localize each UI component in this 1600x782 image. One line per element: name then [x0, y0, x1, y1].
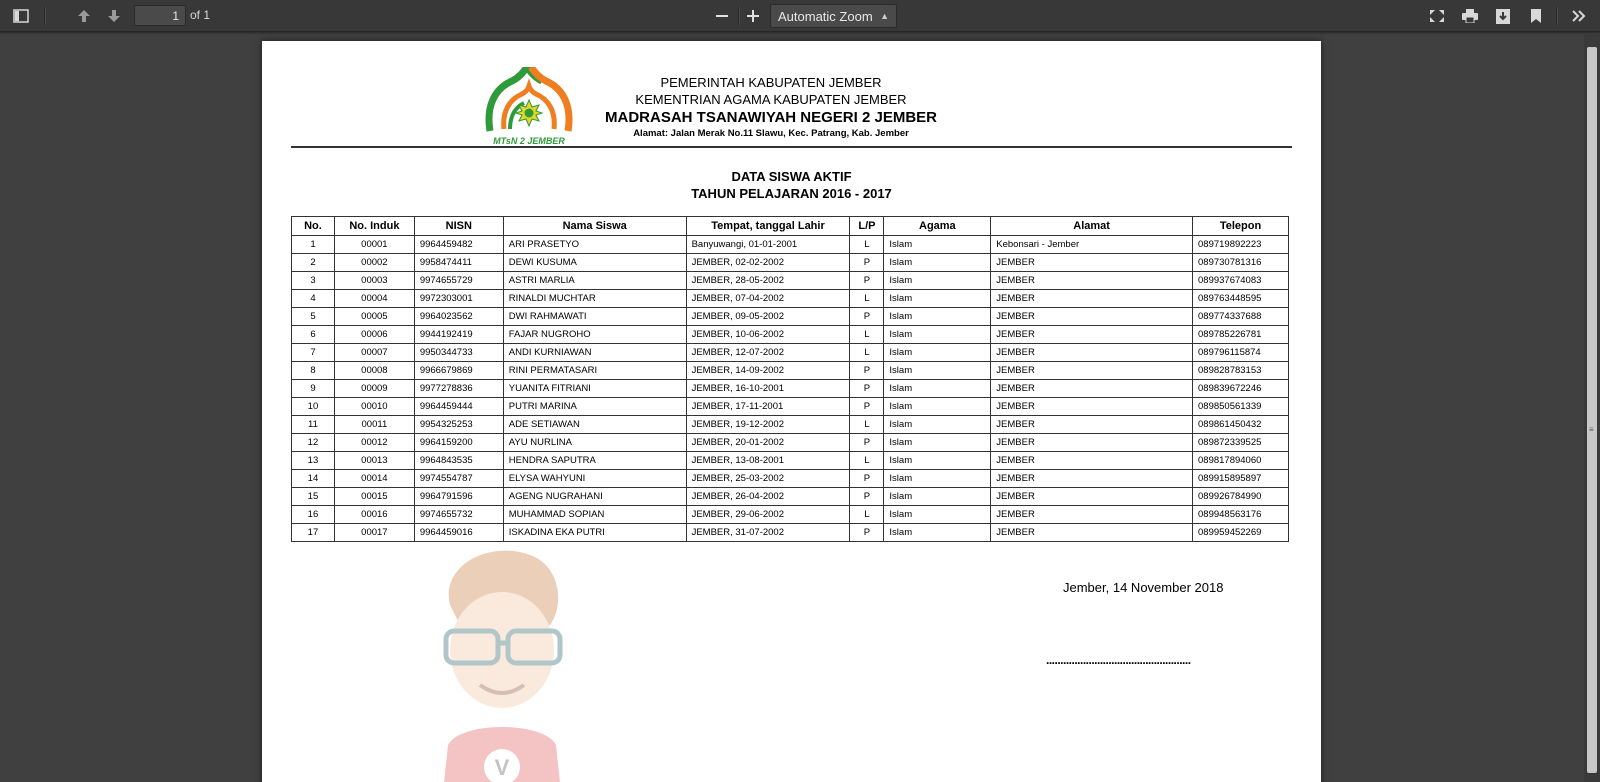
table-row	[292, 416, 1289, 434]
column-header: Alamat	[991, 217, 1193, 236]
table-cell: JEMBER, 14-09-2002	[686, 362, 850, 380]
table-cell: 9944192419	[414, 326, 503, 344]
scrollbar-grip-icon: ≡	[1589, 425, 1594, 434]
table-cell: JEMBER	[991, 380, 1193, 398]
download-icon	[1496, 9, 1510, 24]
table-cell: 9977278836	[414, 380, 503, 398]
table-cell: JEMBER	[991, 488, 1193, 506]
table-cell: AGENG NUGRAHANI	[503, 488, 686, 506]
print-button[interactable]	[1457, 4, 1483, 28]
table-cell: 2	[292, 254, 335, 272]
table-cell: JEMBER, 16-10-2001	[686, 380, 850, 398]
table-cell: L	[850, 236, 884, 254]
logo-text: MTsN 2 JEMBER	[493, 136, 565, 146]
table-cell: Kebonsari - Jember	[991, 236, 1193, 254]
table-cell: 089817894060	[1193, 452, 1289, 470]
table-cell: 9964791596	[414, 488, 503, 506]
table-cell: JEMBER, 17-11-2001	[686, 398, 850, 416]
toolbar-separator	[1556, 7, 1557, 25]
table-cell: 00013	[334, 452, 414, 470]
table-cell: JEMBER, 25-03-2002	[686, 470, 850, 488]
table-cell: 00003	[334, 272, 414, 290]
table-cell: 00004	[334, 290, 414, 308]
table-cell: 9964459016	[414, 524, 503, 542]
table-cell: 16	[292, 506, 335, 524]
table-cell: DEWI KUSUMA	[503, 254, 686, 272]
table-cell: ELYSA WAHYUNI	[503, 470, 686, 488]
tools-icon	[1572, 10, 1586, 22]
table-row	[292, 254, 1289, 272]
sidebar-toggle-icon	[13, 9, 29, 23]
table-cell: Islam	[884, 398, 991, 416]
table-cell: 1	[292, 236, 335, 254]
page-count-label: of 1	[190, 8, 211, 22]
table-cell: 11	[292, 416, 335, 434]
table-cell: 089774337688	[1193, 308, 1289, 326]
previous-page-button[interactable]	[72, 4, 96, 28]
table-cell: ISKADINA EKA PUTRI	[503, 524, 686, 542]
table-cell: JEMBER, 20-01-2002	[686, 434, 850, 452]
table-body	[292, 236, 1289, 542]
table-cell: P	[850, 434, 884, 452]
table-cell: JEMBER, 10-06-2002	[686, 326, 850, 344]
table-cell: 9964459482	[414, 236, 503, 254]
table-cell: 089915895897	[1193, 470, 1289, 488]
table-cell: PUTRI MARINA	[503, 398, 686, 416]
letterhead-line-1: PEMERINTAH KABUPATEN JEMBER	[660, 75, 882, 90]
table-cell: 9964023562	[414, 308, 503, 326]
table-cell: JEMBER	[991, 272, 1193, 290]
table-cell: JEMBER, 07-04-2002	[686, 290, 850, 308]
table-cell: 00001	[334, 236, 414, 254]
school-name: MADRASAH TSANAWIYAH NEGERI 2 JEMBER	[605, 109, 937, 126]
table-cell: AYU NURLINA	[503, 434, 686, 452]
table-cell: 089719892223	[1193, 236, 1289, 254]
letterhead	[598, 74, 944, 141]
table-cell: RINI PERMATASARI	[503, 362, 686, 380]
table-row	[292, 452, 1289, 470]
table-cell: 3	[292, 272, 335, 290]
table-cell: Islam	[884, 416, 991, 434]
table-cell: 089861450432	[1193, 416, 1289, 434]
table-cell: 10	[292, 398, 335, 416]
school-logo	[480, 67, 578, 147]
column-header: Agama	[884, 217, 991, 236]
table-row	[292, 380, 1289, 398]
table-cell: Islam	[884, 326, 991, 344]
table-cell: Islam	[884, 254, 991, 272]
table-cell: JEMBER	[991, 308, 1193, 326]
vertical-scrollbar[interactable]	[1584, 33, 1600, 782]
table-cell: 9950344733	[414, 344, 503, 362]
table-cell: 089763448595	[1193, 290, 1289, 308]
table-cell: 9954325253	[414, 416, 503, 434]
table-cell: 089730781316	[1193, 254, 1289, 272]
table-cell: MUHAMMAD SOPIAN	[503, 506, 686, 524]
table-row	[292, 488, 1289, 506]
table-cell: JEMBER, 26-04-2002	[686, 488, 850, 506]
zoom-select[interactable]	[770, 4, 897, 28]
table-cell: L	[850, 326, 884, 344]
table-cell: JEMBER, 31-07-2002	[686, 524, 850, 542]
tools-button[interactable]	[1566, 4, 1592, 28]
table-cell: 5	[292, 308, 335, 326]
table-cell: JEMBER	[991, 398, 1193, 416]
toolbar-separator	[44, 7, 45, 25]
table-cell: Banyuwangi, 01-01-2001	[686, 236, 850, 254]
chevron-up-down-icon: ▲︎	[880, 11, 889, 21]
table-cell: L	[850, 344, 884, 362]
table-row	[292, 398, 1289, 416]
table-cell: 9964159200	[414, 434, 503, 452]
table-cell: JEMBER	[991, 326, 1193, 344]
sidebar-toggle-button[interactable]	[8, 4, 34, 28]
table-cell: 9964459444	[414, 398, 503, 416]
page-number-input[interactable]	[134, 5, 186, 26]
table-cell: JEMBER	[991, 344, 1193, 362]
table-cell: 9958474411	[414, 254, 503, 272]
zoom-in-icon	[747, 10, 759, 22]
table-cell: 17	[292, 524, 335, 542]
table-row	[292, 290, 1289, 308]
table-cell: ASTRI MARLIA	[503, 272, 686, 290]
table-cell: ANDI KURNIAWAN	[503, 344, 686, 362]
table-cell: L	[850, 452, 884, 470]
table-cell: 00005	[334, 308, 414, 326]
table-cell: P	[850, 380, 884, 398]
table-cell: JEMBER, 19-12-2002	[686, 416, 850, 434]
table-cell: P	[850, 470, 884, 488]
column-header: No.	[292, 217, 335, 236]
table-cell: P	[850, 524, 884, 542]
letterhead-line-2: KEMENTRIAN AGAMA KABUPATEN JEMBER	[635, 92, 907, 107]
table-cell: P	[850, 272, 884, 290]
table-cell: 089937674083	[1193, 272, 1289, 290]
table-header-row	[292, 217, 1289, 236]
bookmark-button[interactable]	[1524, 4, 1548, 28]
table-cell: Islam	[884, 452, 991, 470]
title-line-2: TAHUN PELAJARAN 2016 - 2017	[691, 186, 892, 201]
table-cell: 13	[292, 452, 335, 470]
title-line-1: DATA SISWA AKTIF	[731, 169, 852, 184]
table-cell: JEMBER, 09-05-2002	[686, 308, 850, 326]
table-row	[292, 236, 1289, 254]
table-cell: JEMBER	[991, 452, 1193, 470]
table-cell: JEMBER, 13-08-2001	[686, 452, 850, 470]
table-cell: JEMBER	[991, 290, 1193, 308]
table-cell: 7	[292, 344, 335, 362]
table-cell: 9972303001	[414, 290, 503, 308]
table-cell: 9974655729	[414, 272, 503, 290]
zoom-in-button[interactable]	[741, 4, 765, 28]
table-cell: Islam	[884, 506, 991, 524]
table-cell: JEMBER	[991, 506, 1193, 524]
table-cell: 089872339525	[1193, 434, 1289, 452]
table-cell: 14	[292, 470, 335, 488]
table-cell: P	[850, 398, 884, 416]
table-row	[292, 272, 1289, 290]
table-cell: P	[850, 362, 884, 380]
column-header: NISN	[414, 217, 503, 236]
table-cell: 089785226781	[1193, 326, 1289, 344]
presentation-mode-icon	[1429, 9, 1445, 23]
table-cell: L	[850, 506, 884, 524]
column-header: Tempat, tanggal Lahir	[686, 217, 850, 236]
table-cell: 089796115874	[1193, 344, 1289, 362]
column-header: L/P	[850, 217, 884, 236]
table-cell: 00007	[334, 344, 414, 362]
table-cell: JEMBER	[991, 434, 1193, 452]
table-cell: 00010	[334, 398, 414, 416]
mascot-watermark	[430, 545, 580, 782]
column-header: No. Induk	[334, 217, 414, 236]
table-cell: Islam	[884, 524, 991, 542]
table-row	[292, 308, 1289, 326]
table-cell: ADE SETIAWAN	[503, 416, 686, 434]
table-cell: 9974655732	[414, 506, 503, 524]
presentation-mode-button[interactable]	[1424, 4, 1450, 28]
table-cell: 00017	[334, 524, 414, 542]
column-header: Nama Siswa	[503, 217, 686, 236]
table-cell: P	[850, 254, 884, 272]
table-cell: 089850561339	[1193, 398, 1289, 416]
table-row	[292, 434, 1289, 452]
table-cell: 089839672246	[1193, 380, 1289, 398]
signature-line: ...................................................	[1046, 653, 1191, 667]
table-cell: 00009	[334, 380, 414, 398]
table-cell: Islam	[884, 272, 991, 290]
table-cell: 089926784990	[1193, 488, 1289, 506]
school-address: Alamat: Jalan Merak No.11 Slawu, Kec. Patrang, Kab. Jember	[633, 128, 909, 139]
table-cell: Islam	[884, 362, 991, 380]
signature-date: Jember, 14 November 2018	[1063, 580, 1224, 595]
table-cell: Islam	[884, 434, 991, 452]
table-cell: 9966679869	[414, 362, 503, 380]
scrollbar-thumb[interactable]	[1587, 47, 1597, 773]
toolbar-separator	[738, 7, 739, 25]
table-cell: 12	[292, 434, 335, 452]
zoom-out-icon	[716, 10, 728, 22]
table-cell: 6	[292, 326, 335, 344]
table-cell: RINALDI MUCHTAR	[503, 290, 686, 308]
bookmark-icon	[1531, 9, 1541, 23]
table-cell: YUANITA FITRIANI	[503, 380, 686, 398]
table-cell: JEMBER, 29-06-2002	[686, 506, 850, 524]
table-cell: JEMBER	[991, 524, 1193, 542]
table-cell: Islam	[884, 344, 991, 362]
table-cell: 00008	[334, 362, 414, 380]
zoom-select-label: Automatic Zoom	[778, 8, 873, 24]
table-row	[292, 524, 1289, 542]
table-cell: 4	[292, 290, 335, 308]
print-icon	[1462, 9, 1478, 23]
table-row	[292, 326, 1289, 344]
table-cell: ARI PRASETYO	[503, 236, 686, 254]
table-cell: Islam	[884, 290, 991, 308]
zoom-out-button[interactable]	[710, 4, 734, 28]
table-cell: L	[850, 416, 884, 434]
table-cell: 15	[292, 488, 335, 506]
column-header: Telepon	[1193, 217, 1289, 236]
download-button[interactable]	[1490, 4, 1516, 28]
pdf-toolbar	[0, 0, 1600, 32]
watermark-letter: V	[494, 755, 510, 780]
next-page-icon	[107, 9, 121, 23]
table-cell: JEMBER	[991, 254, 1193, 272]
table-cell: 9	[292, 380, 335, 398]
table-cell: Islam	[884, 488, 991, 506]
table-cell: Islam	[884, 380, 991, 398]
table-cell: 8	[292, 362, 335, 380]
table-cell: 00015	[334, 488, 414, 506]
table-row	[292, 506, 1289, 524]
table-cell: JEMBER	[991, 416, 1193, 434]
table-cell: JEMBER, 02-02-2002	[686, 254, 850, 272]
table-cell: FAJAR NUGROHO	[503, 326, 686, 344]
table-cell: P	[850, 488, 884, 506]
table-cell: JEMBER, 12-07-2002	[686, 344, 850, 362]
table-cell: HENDRA SAPUTRA	[503, 452, 686, 470]
table-cell: L	[850, 290, 884, 308]
table-cell: 00014	[334, 470, 414, 488]
table-cell: 00012	[334, 434, 414, 452]
table-cell: 089828783153	[1193, 362, 1289, 380]
table-cell: 089959452269	[1193, 524, 1289, 542]
pdf-page	[262, 41, 1321, 782]
table-cell: 00006	[334, 326, 414, 344]
table-row	[292, 344, 1289, 362]
table-cell: 00011	[334, 416, 414, 434]
table-cell: 9974554787	[414, 470, 503, 488]
letterhead-divider	[291, 146, 1292, 148]
table-cell: DWI RAHMAWATI	[503, 308, 686, 326]
table-cell: P	[850, 308, 884, 326]
table-cell: Islam	[884, 308, 991, 326]
next-page-button[interactable]	[102, 4, 126, 28]
table-cell: JEMBER	[991, 362, 1193, 380]
table-cell: Islam	[884, 236, 991, 254]
table-row	[292, 470, 1289, 488]
table-cell: Islam	[884, 470, 991, 488]
table-cell: JEMBER	[991, 470, 1193, 488]
table-cell: 00002	[334, 254, 414, 272]
table-cell: 00016	[334, 506, 414, 524]
table-cell: 9964843535	[414, 452, 503, 470]
table-cell: 089948563176	[1193, 506, 1289, 524]
document-title	[262, 168, 1321, 202]
previous-page-icon	[77, 9, 91, 23]
table-row	[292, 362, 1289, 380]
student-table	[291, 216, 1289, 542]
table-cell: JEMBER, 28-05-2002	[686, 272, 850, 290]
